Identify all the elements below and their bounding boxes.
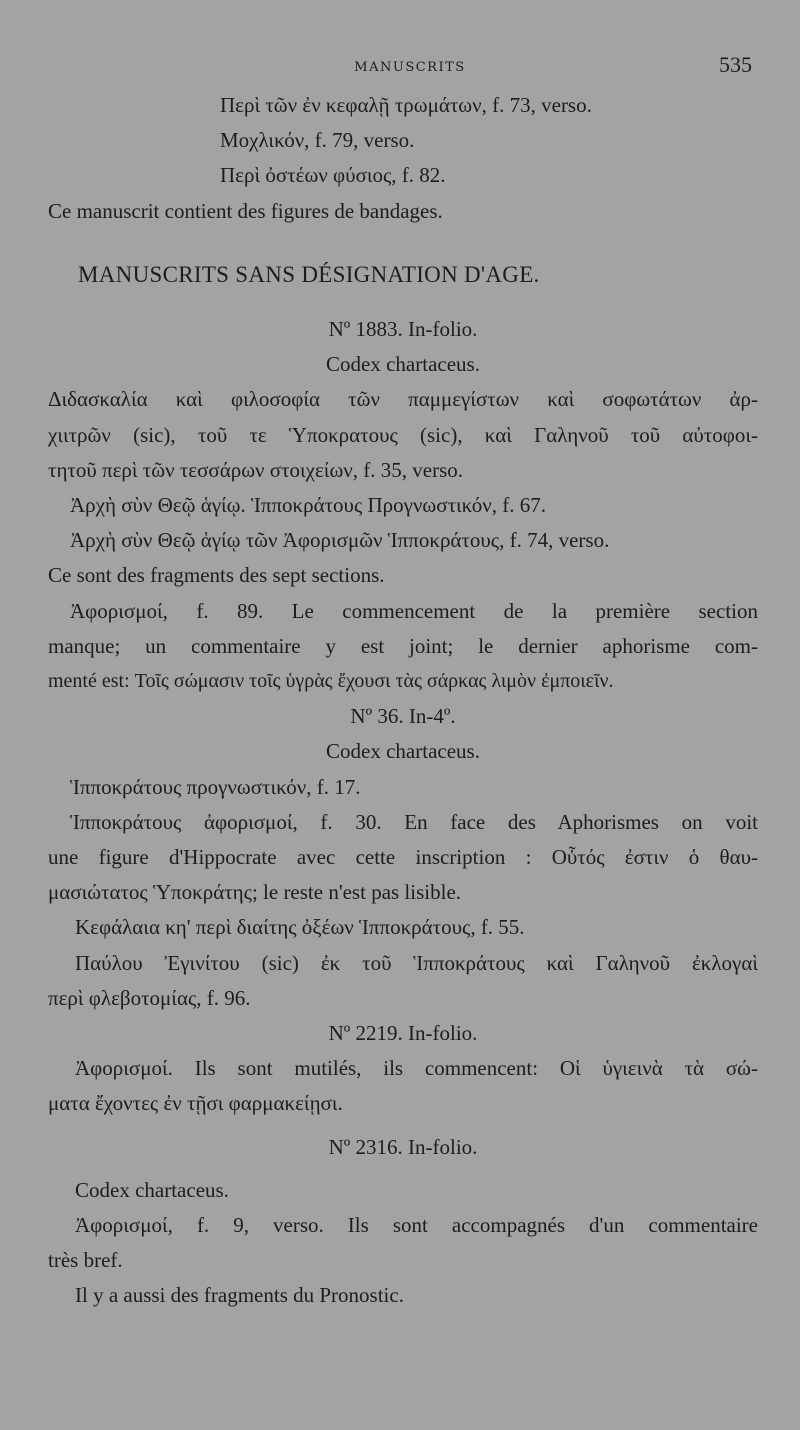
text-line: menté est: Τοῖς σώμασιν τοῖς ὑγρὰς ἔχουσι τὰς σάρκας λιμὸν ἐμποιεῖν. [48, 669, 614, 692]
text-line: très bref. [48, 1248, 123, 1273]
text-line: μασιώτατος Ὑποκράτης; le reste n'est pas lisible. [48, 880, 462, 905]
text-line: Ἱπποκράτους ἀφορισμοί, f. 30. En face des Aphorismes on voit [70, 809, 758, 834]
text-line: une figure d'Hippocrate avec cette inscription : Οὗτός ἐστιν ὁ θαυ- [48, 844, 758, 869]
text-line: Ἀφορισμοί, f. 9, verso. Ils sont accompagnés d'un commentaire [75, 1212, 758, 1237]
text-line: Περὶ ὀστέων φύσιος, f. 82. [220, 163, 446, 188]
manuscript-number: Nº 2219. In-folio. [328, 1020, 478, 1045]
text-line: Ἀρχὴ σὺν Θεῷ ἁγίῳ. Ἱπποκράτους Προγνωστικόν, f. 67. [70, 493, 547, 517]
text-line: Ἀφορισμοί, f. 89. Le commencement de la première section [70, 598, 758, 623]
text-line: Il y a aussi des fragments du Pronostic. [75, 1283, 404, 1308]
manuscript-type: Codex chartaceus. [75, 1177, 229, 1202]
text-line: Ἀρχὴ σὺν Θεῷ ἁγίῳ τῶν Ἀφορισμῶν Ἱπποκράτους, f. 74, verso. [70, 528, 610, 553]
page-number: 535 [719, 52, 752, 77]
manuscript-number: Nº 2316. In-folio. [328, 1134, 478, 1159]
text-line: χιιτρῶν (sic), τοῦ τε Ὑποκρατους (sic), καὶ Γαληνοῦ τοῦ αὐτοφοι- [48, 422, 758, 447]
section-heading: MANUSCRITS SANS DÉSIGNATION D'AGE. [78, 261, 540, 287]
text-line: Παύλου Ἐγινίτου (sic) ἐκ τοῦ Ἱπποκράτους καὶ Γαληνοῦ ἐκλογαὶ [75, 950, 758, 975]
text-line: Ce sont des fragments des sept sections. [48, 563, 385, 588]
text-line: περὶ φλεβοτομίας, f. 96. [48, 985, 251, 1010]
text-line: Περὶ τῶν ἐν κεφαλῇ τρωμάτων, f. 73, verso. [220, 93, 592, 117]
text-line: τητοῦ περὶ τῶν τεσσάρων στοιχείων, f. 35, verso. [48, 457, 464, 482]
text-line: Διδασκαλία καὶ φιλοσοφία τῶν παμμεγίστων καὶ σοφωτάτων ἀρ- [48, 387, 758, 412]
text-line: Ἀφορισμοί. Ils sont mutilés, ils commencent: Οἱ ὑγιεινὰ τὰ σώ- [75, 1056, 758, 1081]
page-body [48, 88, 758, 1314]
text-line: manque; un commentaire y est joint; le dernier aphorisme com- [48, 633, 758, 658]
manuscript-type: Codex chartaceus. [326, 352, 480, 377]
text-line: Ce manuscrit contient des figures de bandages. [48, 198, 443, 223]
text-line: Κεφάλαια κη' περὶ διαίτης ὀξέων Ἱπποκράτους, f. 55. [75, 915, 525, 940]
manuscript-type: Codex chartaceus. [326, 739, 480, 764]
manuscript-number: Nº 36. In-4º. [350, 704, 456, 729]
running-head [0, 52, 800, 80]
text-line: Μοχλικόν, f. 79, verso. [220, 128, 415, 153]
text-line: ματα ἔχοντες ἐν τῇσι φαρμακείῃσι. [48, 1091, 343, 1116]
text-line: Ἱπποκράτους προγνωστικόν, f. 17. [70, 774, 361, 799]
running-head-title: MANUSCRITS [354, 60, 466, 75]
manuscript-number: Nº 1883. In-folio. [328, 317, 478, 342]
